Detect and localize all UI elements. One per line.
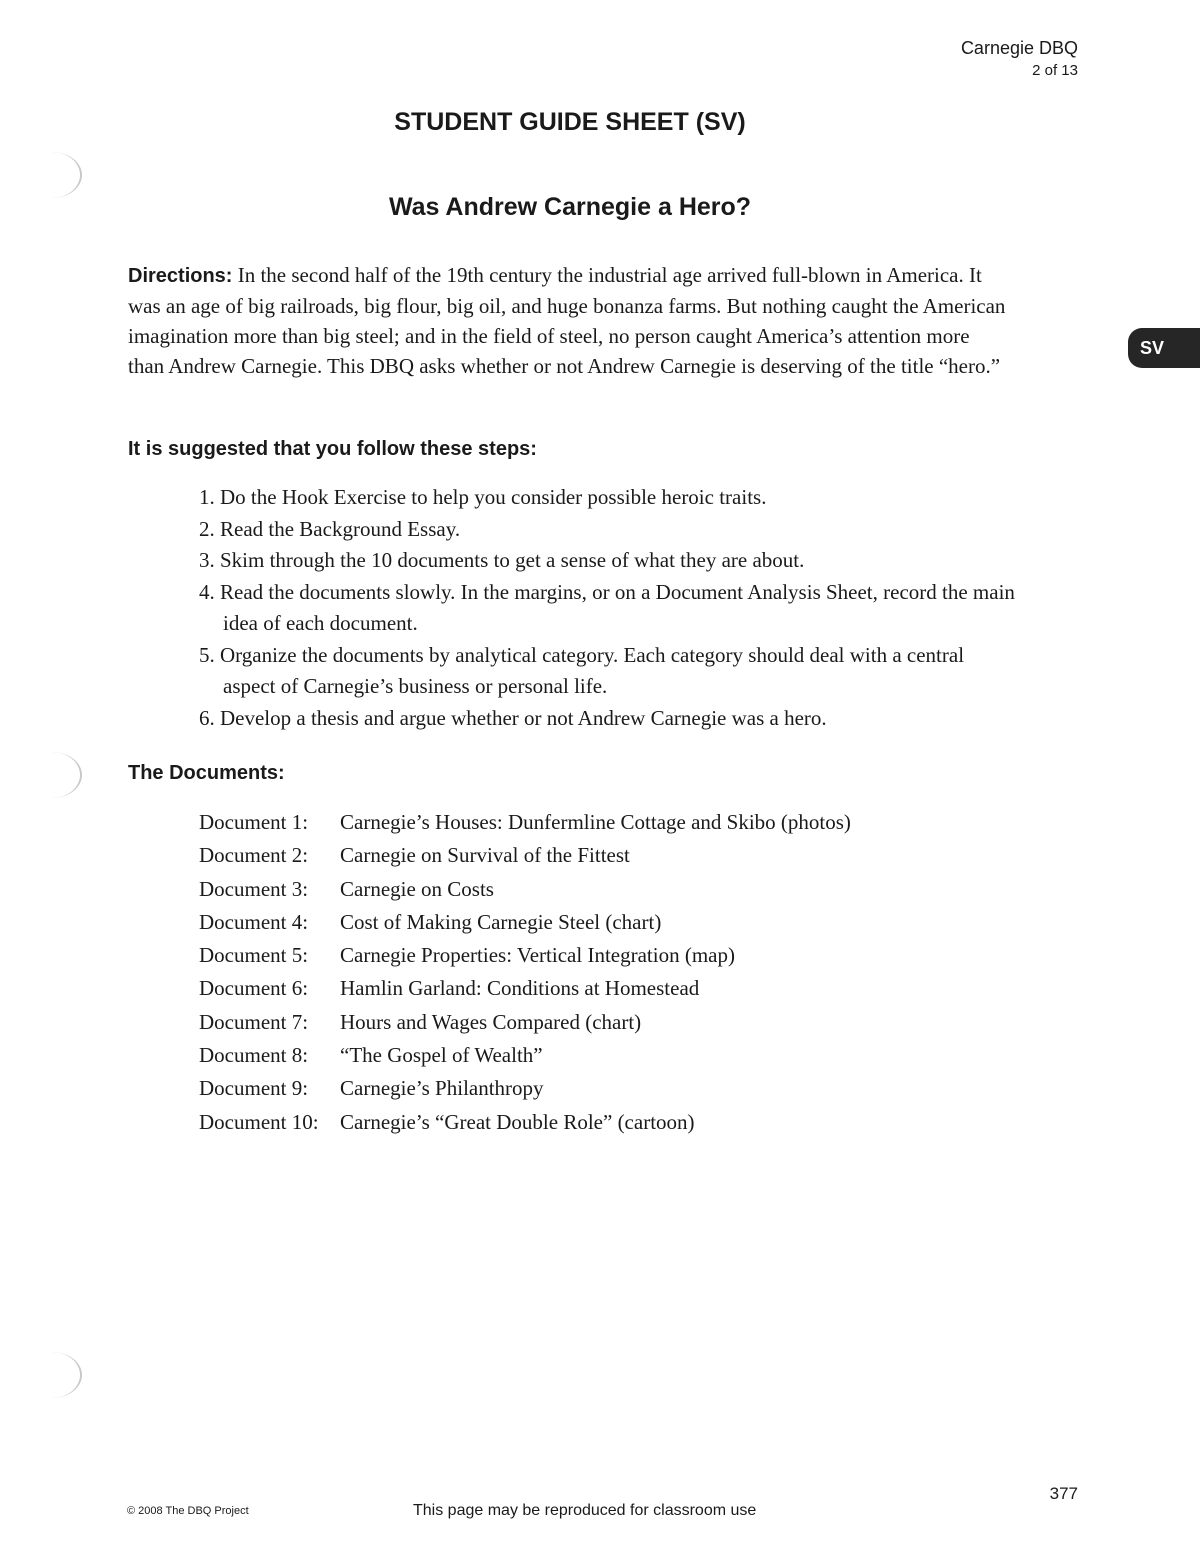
binder-hole-mark — [22, 1352, 82, 1398]
directions-paragraph — [128, 260, 1008, 381]
document-row — [199, 939, 1019, 972]
document-title: Cost of Making Carnegie Steel (chart) — [340, 909, 662, 934]
document-title: “The Gospel of Wealth” — [340, 1043, 543, 1068]
directions-label: Directions: — [128, 265, 233, 287]
document-label: Document 9: — [199, 1076, 309, 1101]
document-row — [199, 806, 1019, 839]
sheet-title: STUDENT GUIDE SHEET (SV) — [394, 108, 746, 136]
document-row — [199, 1072, 1019, 1105]
documents-list — [199, 806, 1019, 1139]
document-row — [199, 1039, 1019, 1072]
document-label: Document 3: — [199, 876, 309, 901]
document-label: Document 8: — [199, 1043, 309, 1068]
document-label: Document 1: — [199, 810, 309, 834]
header-page-count: 2 of 13 — [1032, 62, 1078, 79]
document-title: Hours and Wages Compared (chart) — [340, 1009, 642, 1034]
document-title: Carnegie on Survival of the Fittest — [340, 843, 630, 868]
header-title: Carnegie DBQ — [960, 38, 1078, 58]
page-title: Was Andrew Carnegie a Hero? — [388, 193, 752, 221]
document-title: Carnegie Properties: Vertical Integration (map) — [340, 943, 735, 968]
steps-heading: It is suggested that you follow these steps: — [128, 438, 537, 460]
binder-hole-mark — [22, 152, 82, 198]
step-item: 4. Read the documents slowly. In the margins, or on a Document Analysis Sheet, record the main idea of each document. — [199, 579, 1015, 635]
steps-list — [199, 482, 1019, 734]
document-label: Document 7: — [199, 1009, 309, 1034]
document-title: Carnegie’s Houses: Dunfermline Cottage and Skibo (photos) — [340, 810, 851, 834]
documents-heading: The Documents: — [128, 762, 285, 784]
binder-hole-mark — [22, 752, 82, 798]
document-label: Document 5: — [199, 943, 309, 968]
step-item: 2. Read the Background Essay. — [199, 516, 461, 541]
document-label: Document 10: — [199, 1109, 319, 1134]
running-header — [961, 36, 1078, 82]
document-row — [199, 873, 1019, 906]
step-item: 1. Do the Hook Exercise to help you consider possible heroic traits. — [199, 485, 767, 509]
document-row — [199, 972, 1019, 1005]
section-tab: SV — [1128, 328, 1200, 368]
document-row — [199, 1106, 1019, 1139]
document-row — [199, 839, 1019, 872]
step-item: 6. Develop a thesis and argue whether or not Andrew Carnegie was a hero. — [199, 705, 827, 730]
document-title: Carnegie’s “Great Double Role” (cartoon) — [340, 1109, 695, 1134]
document-title: Hamlin Garland: Conditions at Homestead — [340, 976, 700, 1001]
step-item: 5. Organize the documents by analytical category. Each category should deal with a central aspect of Carnegie’s business or personal life. — [199, 642, 965, 698]
document-label: Document 2: — [199, 843, 309, 868]
document-title: Carnegie’s Philanthropy — [340, 1076, 544, 1101]
reproduction-note: This page may be reproduced for classroom use — [413, 1502, 757, 1519]
document-row — [199, 906, 1019, 939]
page-number: 377 — [1049, 1484, 1078, 1503]
document-row — [199, 1006, 1019, 1039]
document-label: Document 4: — [199, 909, 309, 934]
step-item: 3. Skim through the 10 documents to get a sense of what they are about. — [199, 548, 805, 572]
document-title: Carnegie on Costs — [340, 876, 494, 901]
copyright-notice: © 2008 The DBQ Project — [127, 1505, 249, 1517]
directions-text: In the second half of the 19th century the industrial age arrived full-blown in America. It was an age of big railroads, big flour, big oil, and huge bonanza farms. But nothing caught the American imagination more than big steel; and in the field of steel, no person caught America’s attention more than Andrew Carnegie. This DBQ asks whether or not Andrew Carnegie is deserving of the title “hero.” — [128, 263, 1006, 378]
document-label: Document 6: — [199, 976, 309, 1001]
